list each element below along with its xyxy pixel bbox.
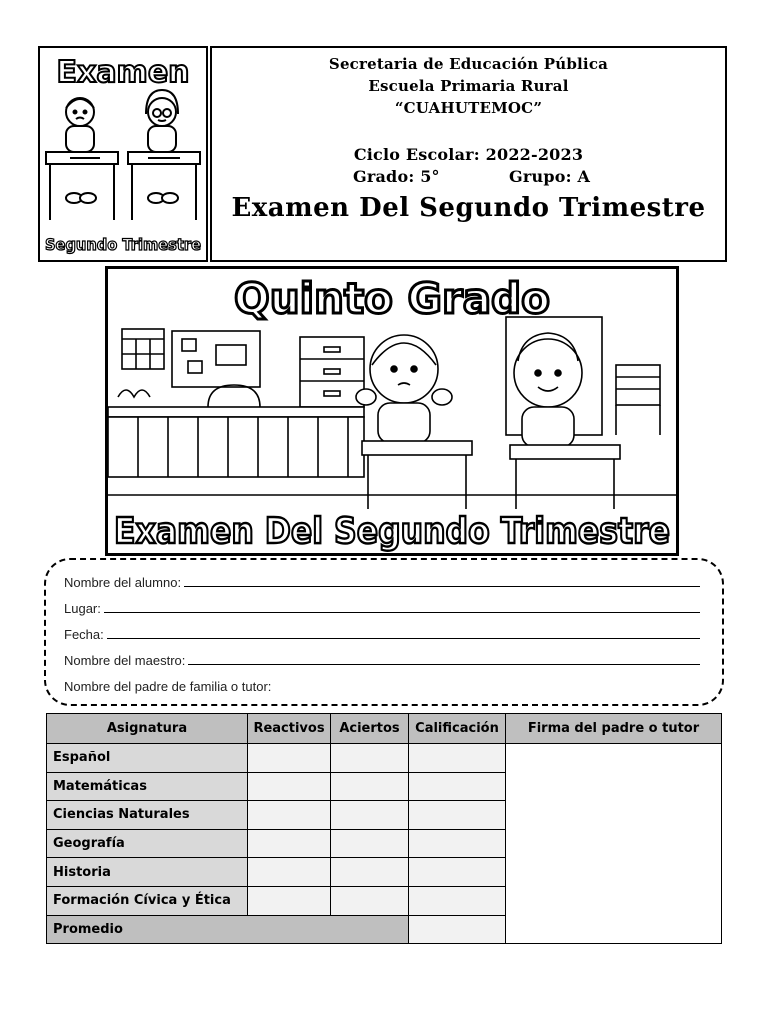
subject-cell: Ciencias Naturales [47, 801, 248, 830]
grades-header-row [47, 714, 722, 744]
correct-cell[interactable] [331, 829, 409, 858]
classroom-illustration [108, 269, 676, 553]
parent-name-label: Nombre del padre de familia o tutor: [64, 679, 272, 694]
ministry-name: Secretaria de Educación Pública [328, 55, 609, 73]
place-field[interactable] [64, 596, 700, 616]
header-subject: Asignatura [47, 714, 248, 744]
grade-cell[interactable] [409, 829, 506, 858]
school-type: Escuela Primaria Rural [368, 77, 569, 95]
student-name-label: Nombre del alumno: [64, 575, 182, 590]
school-name: “CUAHUTEMOC” [394, 99, 543, 117]
grade-label: Grado: 5° [353, 167, 440, 186]
school-cycle: Ciclo Escolar: 2022-2023 [353, 145, 584, 164]
subject-cell: Historia [47, 858, 248, 887]
date-field[interactable] [64, 622, 700, 642]
average-grade-cell[interactable] [409, 915, 506, 944]
place-line[interactable] [104, 611, 700, 613]
header-grade: Calificación [409, 714, 506, 744]
banner-top-text: Quinto Grado [234, 274, 550, 323]
subject-cell: Matemáticas [47, 772, 248, 801]
logo-top-text: Examen [56, 55, 190, 90]
table-row [47, 744, 722, 773]
correct-cell[interactable] [331, 801, 409, 830]
grade-cell[interactable] [409, 772, 506, 801]
classroom-banner [105, 266, 679, 556]
exam-header [210, 46, 727, 262]
correct-cell[interactable] [331, 772, 409, 801]
teacher-name-label: Nombre del maestro: [64, 653, 186, 668]
header-items: Reactivos [248, 714, 331, 744]
correct-cell[interactable] [331, 858, 409, 887]
student-info-box [44, 558, 724, 706]
grade-cell[interactable] [409, 886, 506, 915]
items-cell[interactable] [248, 801, 331, 830]
items-cell[interactable] [248, 886, 331, 915]
items-cell[interactable] [248, 772, 331, 801]
banner-bottom-text: Examen Del Segundo Trimestre [114, 511, 670, 552]
items-cell[interactable] [248, 829, 331, 858]
date-label: Fecha: [64, 627, 104, 642]
correct-cell[interactable] [331, 744, 409, 773]
grade-cell[interactable] [409, 744, 506, 773]
logo-bottom-text: Segundo Trimestre [45, 235, 202, 254]
correct-cell[interactable] [331, 886, 409, 915]
items-cell[interactable] [248, 858, 331, 887]
header-signature: Firma del padre o tutor [506, 714, 722, 744]
items-cell[interactable] [248, 744, 331, 773]
signature-cell[interactable] [506, 744, 722, 944]
grade-cell[interactable] [409, 801, 506, 830]
exam-title: Examen Del Segundo Trimestre [231, 193, 706, 223]
parent-name-field [64, 674, 700, 694]
grade-cell[interactable] [409, 858, 506, 887]
header-correct: Aciertos [331, 714, 409, 744]
subject-cell: Geografía [47, 829, 248, 858]
average-label: Promedio [47, 915, 409, 944]
subject-cell: Formación Cívica y Ética [47, 886, 248, 915]
students-at-desks-illustration [40, 48, 206, 260]
date-line[interactable] [107, 637, 700, 639]
teacher-name-line[interactable] [188, 663, 700, 665]
teacher-name-field[interactable] [64, 648, 700, 668]
group-label: Grupo: A [509, 167, 591, 186]
exam-logo [38, 46, 208, 262]
place-label: Lugar: [64, 601, 101, 616]
student-name-field[interactable] [64, 570, 700, 590]
student-name-line[interactable] [184, 585, 700, 587]
subject-cell: Español [47, 744, 248, 773]
grades-table [46, 713, 722, 944]
